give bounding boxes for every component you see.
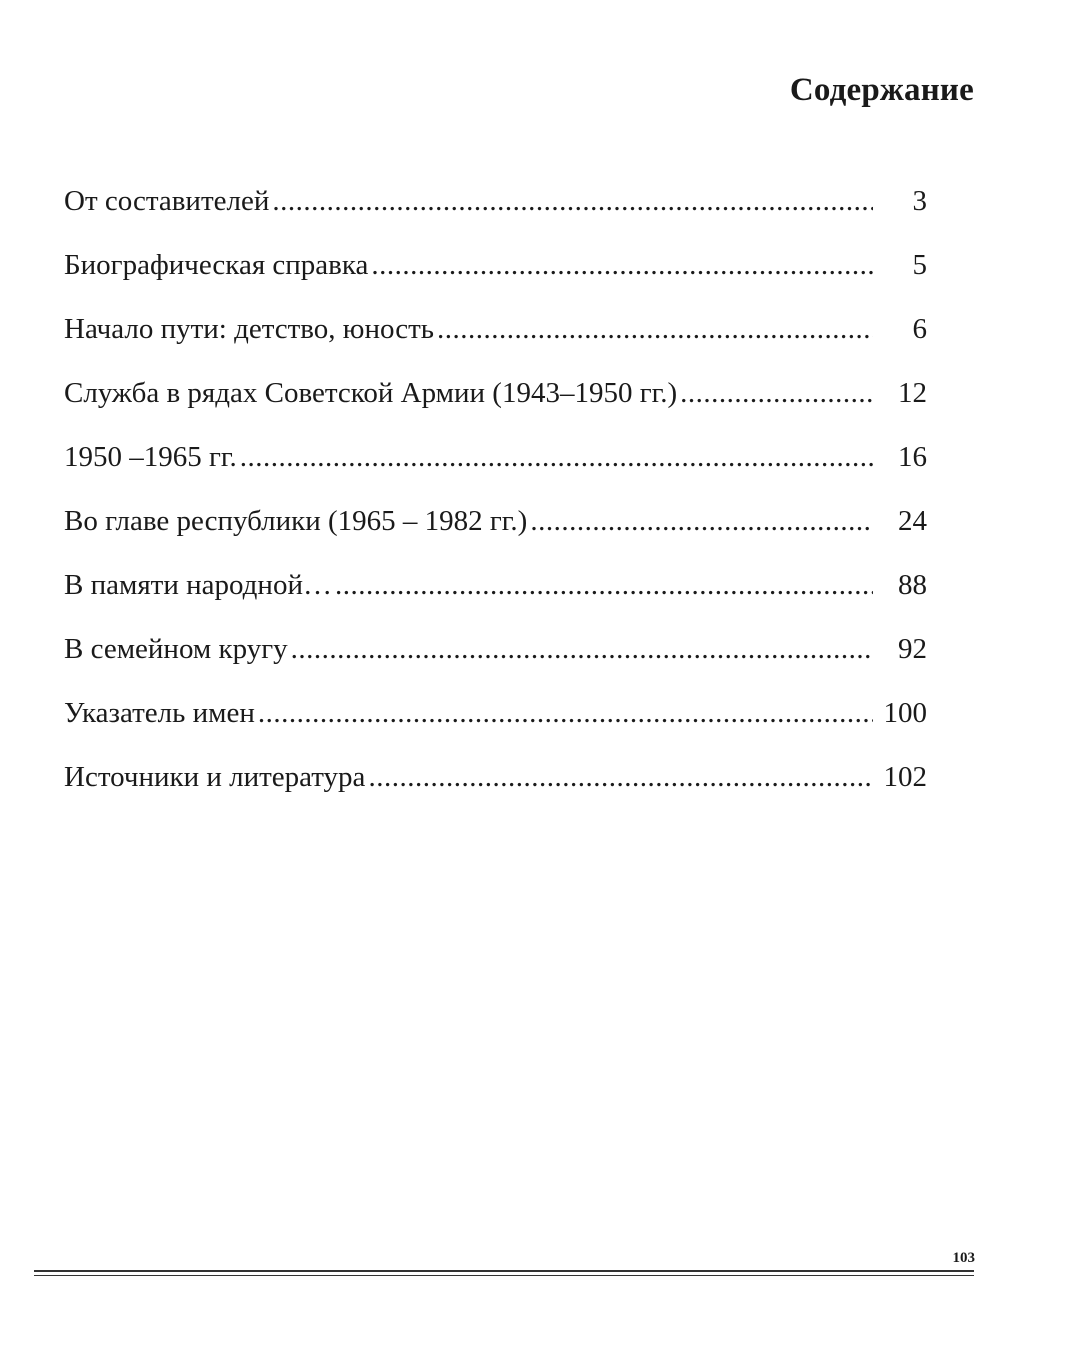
toc-leader-dots [258,693,873,733]
toc-entry [64,565,927,629]
toc-entry [64,757,927,821]
toc-entry [64,309,927,373]
toc-entry-page: 92 [898,633,927,665]
table-of-contents [64,181,927,821]
toc-entry-title: Начало пути: детство, юность [64,313,434,345]
toc-entry-page: 6 [912,313,927,345]
toc-entry-page: 3 [912,185,927,217]
toc-entry [64,629,927,693]
page-title: Содержание [789,72,974,108]
toc-leader-dots [240,437,873,477]
toc-entry-title: Указатель имен [64,697,255,729]
footer-rule-thin [34,1275,974,1276]
toc-entry [64,437,927,501]
toc-entry-page: 88 [898,569,927,601]
toc-entry-title: В семейном кругу [64,633,288,665]
toc-leader-dots [530,501,873,541]
toc-entry-page: 24 [898,505,927,537]
toc-leader-dots [437,309,873,349]
toc-entry-page: 5 [912,249,927,281]
toc-entry [64,693,927,757]
toc-entry-page: 12 [898,377,927,409]
toc-entry [64,373,927,437]
toc-leader-dots [371,245,873,285]
toc-leader-dots [272,181,873,221]
toc-entry-page: 16 [898,441,927,473]
toc-entry [64,181,927,245]
toc-entry-title: Во главе республики (1965 – 1982 гг.) [64,505,528,537]
toc-entry-page: 102 [883,761,927,793]
toc-leader-dots [680,373,873,413]
toc-leader-dots [335,565,873,605]
toc-entry-title: Биографическая справка [64,249,369,281]
toc-entry-page: 100 [883,697,927,729]
toc-entry-title: От составителей [64,185,270,217]
toc-entry-title: 1950 –1965 гг. [64,441,237,473]
toc-entry-title: Источники и литература [64,761,366,793]
toc-leader-dots [368,757,873,797]
toc-entry-title: В памяти народной… [64,569,332,601]
footer-rule [34,1270,974,1272]
toc-entry [64,245,927,309]
toc-leader-dots [291,629,873,669]
footer-page-number: 103 [952,1250,975,1266]
toc-entry [64,501,927,565]
toc-entry-title: Служба в рядах Советской Армии (1943–1950 гг.) [64,377,678,409]
